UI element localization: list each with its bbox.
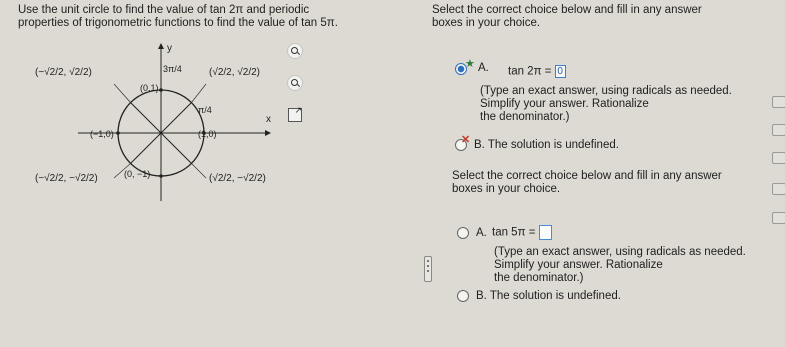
part1-note-line-2: Simplify your answer. Rationalize: [480, 98, 649, 110]
point-bottom-label: (0, −1): [124, 169, 151, 179]
part1-note-line-3: the denominator.): [480, 111, 570, 123]
part1-choice-a-expr: tan 2π =: [508, 65, 552, 78]
angle-3pi-4-label: 3π/4: [163, 64, 182, 74]
incorrect-x-icon: ✕: [461, 134, 471, 146]
part1-choice-b: [474, 139, 619, 152]
question-line-1: Use the unit circle to find the value of tan 2π and periodic: [18, 4, 310, 16]
side-widget-4[interactable]: [772, 183, 785, 195]
part2-choice-b-letter: B.: [476, 290, 487, 302]
part1-instruction-line-2: boxes in your choice.: [432, 17, 541, 29]
part1-instruction-line-1: Select the correct choice below and fill in any answer: [432, 4, 702, 16]
ray-3pi-4: [131, 103, 161, 133]
popout-icon[interactable]: ↗: [288, 108, 302, 122]
part2-note-line-2: Simplify your answer. Rationalize: [494, 259, 663, 271]
ray-pi-4: [161, 103, 191, 133]
point-top-dot: [159, 88, 163, 92]
part1-choice-b-text: The solution is undefined.: [487, 139, 619, 151]
part2-choice-a-radio[interactable]: [457, 227, 469, 239]
part1-choice-b-letter: B.: [474, 139, 485, 151]
part1-answer-box[interactable]: 0: [555, 65, 566, 78]
side-widget-2[interactable]: [772, 124, 785, 136]
part2-instructions: [452, 170, 722, 196]
correct-star-icon: ★: [465, 58, 475, 70]
point-bottom-left-label: (−√2/2, −√2/2): [35, 173, 98, 184]
part1-note: [480, 85, 732, 124]
question-text: [18, 4, 418, 30]
point-bottom-right-label: (√2/2, −√2/2): [209, 173, 266, 184]
side-widget-3[interactable]: [772, 152, 785, 164]
x-axis-label: x: [266, 114, 271, 125]
part2-choice-b-radio[interactable]: [457, 290, 469, 302]
part1-choice-a-letter: A.: [478, 62, 489, 74]
part2-note-line-1: (Type an exact answer, using radicals as needed.: [494, 246, 746, 258]
side-widget-5[interactable]: [772, 212, 785, 224]
angle-pi-4-label: π/4: [198, 105, 212, 115]
part2-answer-box[interactable]: [539, 225, 552, 240]
point-left-label: (−1,0): [90, 129, 114, 139]
part1-note-line-1: (Type an exact answer, using radicals as needed.: [480, 85, 732, 97]
point-top-left-label: (−√2/2, √2/2): [35, 67, 92, 78]
zoom-out-icon[interactable]: [287, 75, 303, 91]
part2-choice-a: [492, 225, 552, 240]
leader-bottom-right: [191, 163, 206, 178]
part2-choice-a-expr: tan 5π =: [492, 226, 536, 239]
zoom-in-icon[interactable]: [287, 43, 303, 59]
ray-7pi-4: [161, 133, 191, 163]
part2-choice-b: [476, 290, 621, 303]
question-line-2: properties of trigonometric functions to find the value of tan 5π.: [18, 17, 338, 29]
part2-note: [494, 246, 746, 285]
part2-choice-a-letter: A.: [476, 227, 487, 239]
ray-5pi-4: [131, 133, 161, 163]
point-top-right-label: (√2/2, √2/2): [209, 67, 260, 78]
point-left-dot: [116, 131, 120, 135]
part2-instruction-line-1: Select the correct choice below and fill in any answer: [452, 170, 722, 182]
point-bottom-dot: [159, 174, 163, 178]
part1-choice-a: [508, 65, 566, 79]
part2-instruction-line-2: boxes in your choice.: [452, 183, 561, 195]
point-right-label: (1,0): [198, 129, 217, 139]
panel-resize-handle[interactable]: [424, 256, 432, 282]
side-widget-1[interactable]: [772, 96, 785, 108]
part1-instructions: [432, 4, 702, 30]
leader-top-left: [114, 84, 131, 103]
point-top-label: (0,1): [140, 83, 159, 93]
part2-note-line-3: the denominator.): [494, 272, 584, 284]
y-axis-label: y: [167, 43, 172, 54]
part2-choice-b-text: The solution is undefined.: [489, 290, 621, 302]
leader-top-right: [191, 84, 206, 103]
